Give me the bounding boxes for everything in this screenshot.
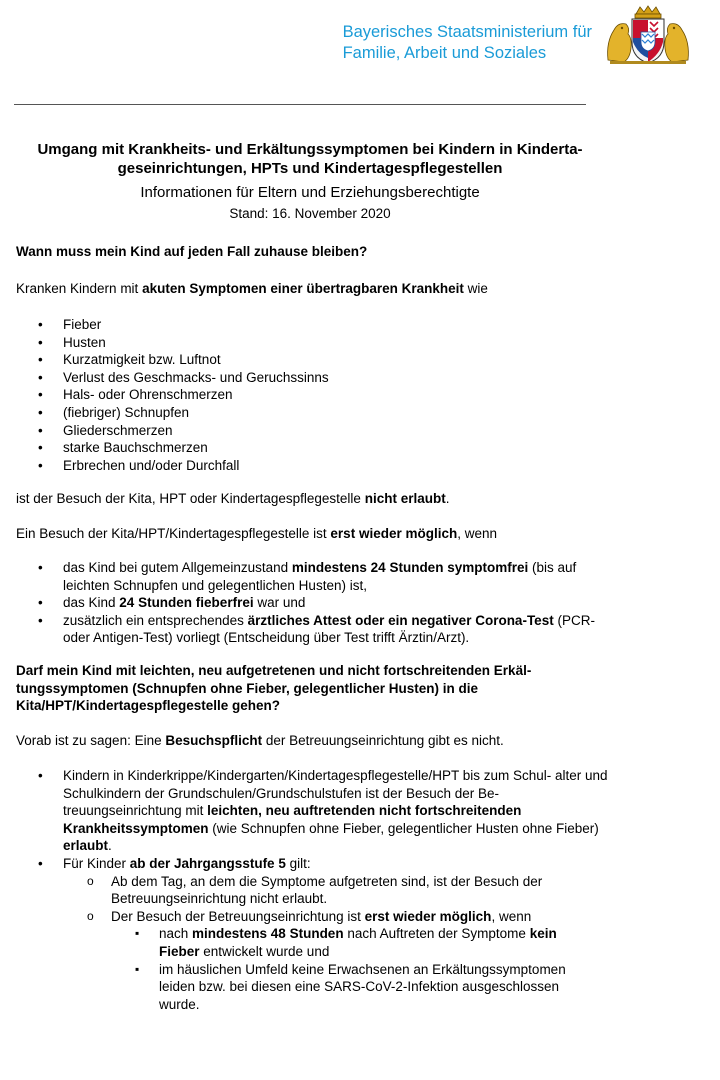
bavarian-coat-of-arms-icon bbox=[600, 4, 696, 66]
text-run-bold: Besuchspflicht bbox=[165, 733, 263, 748]
list-item: • Hals- oder Ohrenschmerzen bbox=[0, 386, 608, 404]
text-run: nach Auftreten der Symptome bbox=[343, 926, 530, 942]
list-item: • Husten bbox=[0, 334, 608, 352]
sub-list bbox=[63, 873, 608, 1014]
list-item: • Gliederschmerzen bbox=[0, 422, 608, 440]
ministry-line-2: Familie, Arbeit und Soziales bbox=[342, 44, 547, 62]
text-run-bold: mindestens 48 Stunden bbox=[192, 926, 344, 942]
document-subtitle: Informationen für Eltern und Erziehungsberechtigte bbox=[140, 184, 480, 201]
text-run-bold: 24 Stunden fieberfrei bbox=[119, 595, 254, 611]
document-date: Stand: 16. November 2020 bbox=[229, 206, 391, 221]
text-run: ist der Besuch der Kita, HPT oder Kindertagespflegestelle bbox=[16, 491, 365, 506]
list-item bbox=[0, 767, 608, 855]
ministry-name bbox=[343, 22, 592, 64]
text-run: wie bbox=[463, 281, 488, 296]
sub-list-item: o Ab dem Tag, an dem die Symptome aufgetreten sind, ist der Besuch der Betreuungseinrichtung nicht erlaubt. bbox=[63, 873, 591, 908]
text-run: Für Kinder bbox=[63, 855, 130, 871]
section2-heading-line-2: tungssymptomen (Schnupfen ohne Fieber, gelegentlicher Husten) in die bbox=[16, 680, 479, 696]
section2-heading bbox=[16, 662, 606, 715]
rules-list bbox=[0, 767, 608, 1013]
symptom-list bbox=[0, 316, 608, 474]
sub-sub-list-item bbox=[111, 925, 599, 960]
list-item: • Verlust des Geschmacks- und Geruchssinns bbox=[0, 369, 608, 387]
text-run: . bbox=[445, 491, 450, 506]
section1-outro bbox=[16, 490, 606, 508]
list-item bbox=[0, 612, 608, 647]
header-divider bbox=[14, 104, 586, 105]
section2-intro bbox=[16, 732, 606, 750]
text-run: war und bbox=[253, 595, 306, 611]
list-item: • (fiebriger) Schnupfen bbox=[0, 404, 608, 422]
title-line-1: Umgang mit Krankheits- und Erkältungssymptomen bei Kindern in Kinderta- bbox=[37, 141, 583, 158]
text-run: Kranken Kindern mit bbox=[16, 281, 143, 296]
document-title bbox=[0, 140, 620, 178]
sub-sub-list bbox=[111, 925, 591, 1013]
list-item: • starke Bauchschmerzen bbox=[0, 439, 608, 457]
text-run-bold: erlaubt bbox=[63, 838, 109, 854]
text-run: entwickelt wurde und bbox=[199, 943, 330, 959]
text-run: gilt: bbox=[285, 855, 311, 871]
text-run: zusätzlich ein entsprechendes bbox=[63, 612, 248, 628]
text-run: , wenn bbox=[457, 526, 497, 541]
list-item: • Erbrechen und/oder Durchfall bbox=[0, 457, 608, 475]
text-run-bold: kein Fieber bbox=[159, 926, 557, 959]
text-run: nach bbox=[159, 926, 193, 942]
list-item: • Fieber bbox=[0, 316, 608, 334]
text-run: Der Besuch der Betreuungseinrichtung ist bbox=[111, 908, 365, 924]
sub-list-item bbox=[63, 908, 591, 1014]
section2-heading-line-3: Kita/HPT/Kindertagespflegestelle gehen? bbox=[16, 698, 281, 714]
text-run: Ein Besuch der Kita/HPT/Kindertagespflegestelle ist bbox=[16, 526, 331, 541]
text-run: . bbox=[108, 838, 112, 854]
text-run-bold: mindestens 24 Stunden symptomfrei bbox=[291, 560, 529, 575]
text-run: Vorab ist zu sagen: Eine bbox=[16, 733, 166, 748]
text-run: (wie Schnupfen ohne Fieber, gelegentlicher Husten ohne Fieber) bbox=[208, 820, 599, 836]
list-item bbox=[0, 855, 608, 1013]
section1-heading: Wann muss mein Kind auf jeden Fall zuhause bleiben? bbox=[16, 244, 368, 259]
text-run: das Kind bbox=[63, 595, 120, 611]
section2-heading-line-1: Darf mein Kind mit leichten, neu aufgetretenen und nicht fortschreitenden Erkäl- bbox=[16, 663, 532, 678]
text-run-bold: ab der Jahrgangsstufe 5 bbox=[129, 855, 286, 871]
text-run: (PCR- oder Antigen-Test) vorliegt (Entscheidung über Test trifft Ärztin/Arzt). bbox=[63, 612, 595, 646]
list-item bbox=[0, 594, 608, 612]
text-run-bold: ärztliches Attest oder ein negativer Corona-Test bbox=[247, 612, 554, 628]
return-condition-list bbox=[0, 559, 608, 647]
section1-return-intro bbox=[16, 525, 606, 543]
sub-sub-list-item: ▪ im häuslichen Umfeld keine Erwachsenen an Erkältungssymptomen leiden bzw. bei diesen eine SARS-CoV-2-Infektion ausgeschlossen wurde. bbox=[111, 961, 599, 1014]
text-run: , wenn bbox=[491, 908, 532, 924]
text-run: das Kind bei gutem Allgemeinzustand bbox=[63, 560, 292, 575]
ministry-line-1: Bayerisches Staatsministerium für bbox=[342, 23, 592, 41]
title-line-2: geseinrichtungen, HPTs und Kindertagespflegestellen bbox=[117, 160, 503, 177]
list-item bbox=[0, 559, 608, 594]
text-run-bold: erst wieder möglich bbox=[364, 908, 492, 924]
list-item: • Kurzatmigkeit bzw. Luftnot bbox=[0, 351, 608, 369]
text-run-bold: akuten Symptomen einer übertragbaren Krankheit bbox=[142, 281, 464, 296]
text-run-bold: nicht erlaubt bbox=[364, 491, 446, 506]
text-run: Kindern in Kinderkrippe/Kindergarten/Kindertagespflegestelle/HPT bis zum Schul- alter und Schulkindern der Grundschulen/Grundschulstufen ist der Besuch der Be- treuungseinrichtung mit bbox=[63, 768, 608, 819]
section1-intro bbox=[16, 280, 606, 298]
text-run: der Betreuungseinrichtung gibt es nicht. bbox=[262, 733, 504, 748]
text-run-bold: leichten, neu auftretenden nicht fortschreitenden Krankheitssymptomen bbox=[63, 803, 522, 836]
text-run-bold: erst wieder möglich bbox=[330, 526, 458, 541]
text-run: (bis auf leichten Schnupfen und gelegentlichen Husten) ist, bbox=[63, 560, 577, 593]
